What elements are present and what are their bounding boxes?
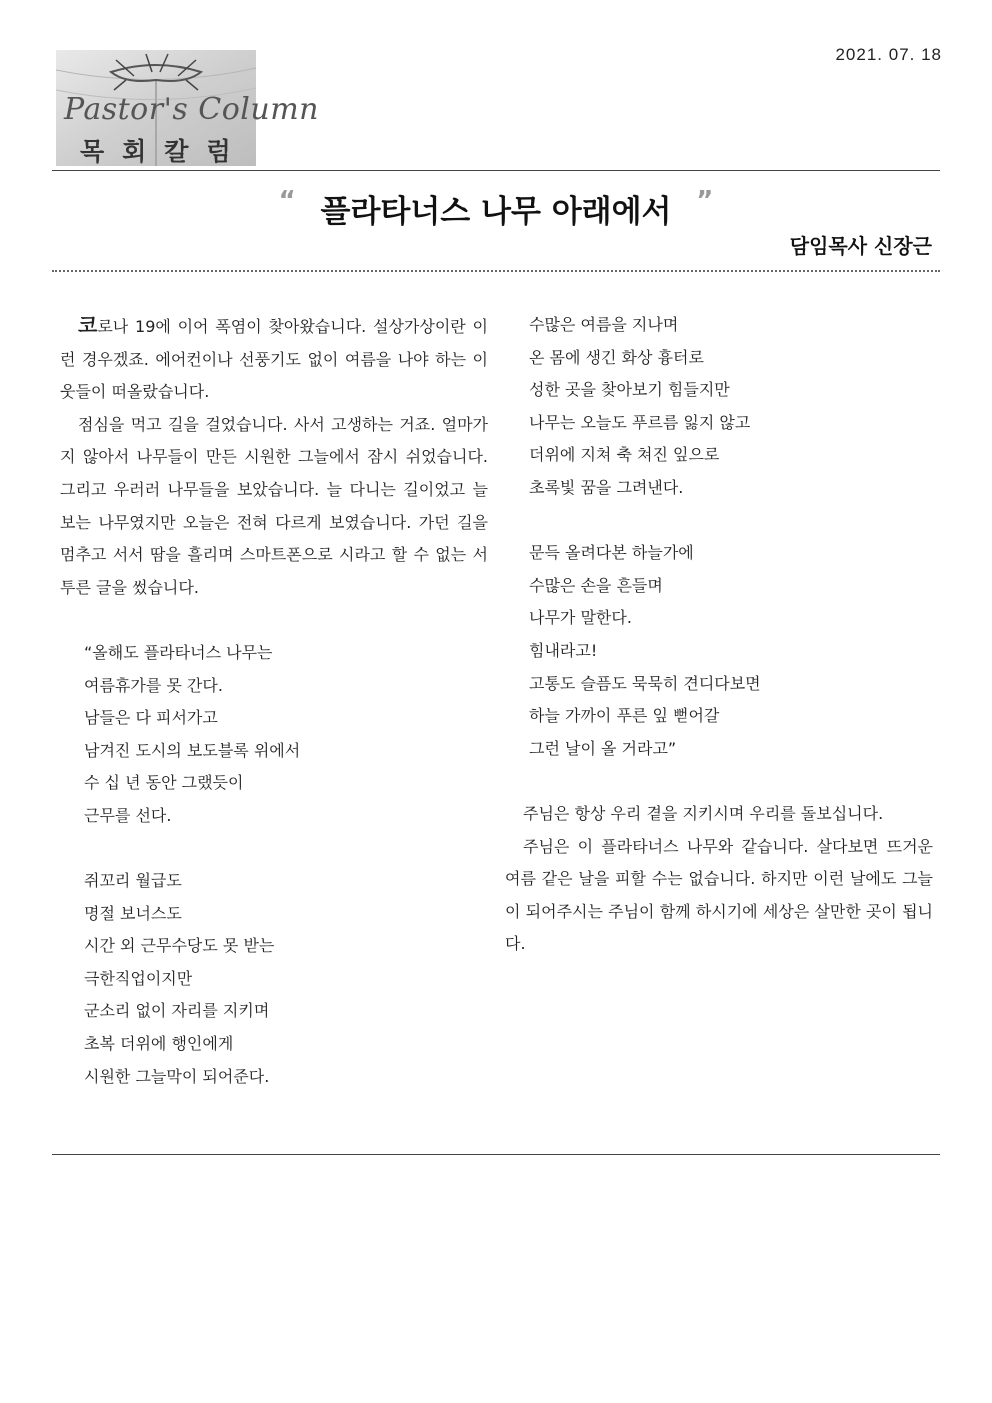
poem-line: 남들은 다 피서가고 <box>84 708 218 728</box>
poem-stanza-4 <box>505 537 933 765</box>
poem-line: 군소리 없이 자리를 지키며 <box>84 1001 270 1021</box>
poem-line: 문득 올려다본 하늘가에 <box>529 543 694 563</box>
logo-text-english: Pastor's Column <box>64 92 319 127</box>
title-open-quote: “ <box>278 186 296 216</box>
poem-line: 초복 더위에 행인에게 <box>84 1034 234 1054</box>
logo-text-korean: 목회칼럼 <box>80 137 249 166</box>
poem-stanza-3 <box>505 309 933 505</box>
paragraph-4: 주님은 이 플라타너스 나무와 같습니다. 살다보면 뜨거운 여름 같은 날을 피할 수는 없습니다. 하지만 이런 날에도 그늘이 되어주시는 주님이 함께 하시기에 세상은 살만한 곳이 됩니다. <box>505 836 933 954</box>
poem-line: 남겨진 도시의 보도블록 위에서 <box>84 740 301 760</box>
poem-line: 시원한 그늘막이 되어준다. <box>84 1066 270 1086</box>
poem-line: 성한 곳을 찾아보기 힘들지만 <box>529 380 730 400</box>
poem-line: “올해도 플라타너스 나무는 <box>84 642 273 662</box>
paragraph-1-text: 로나 19에 이어 폭염이 찾아왔습니다. 설상가상이란 이런 경우겠죠. 에어컨이나 선풍기도 없이 여름을 나야 하는 이웃들이 떠올랐습니다. <box>60 317 488 402</box>
paragraph-3: 주님은 항상 우리 곁을 지키시며 우리를 돌보십니다. <box>523 803 884 823</box>
poem-line: 근무를 선다. <box>84 805 172 825</box>
author-byline: 담임목사 신장근 <box>789 234 932 258</box>
top-divider <box>52 170 940 171</box>
left-column <box>60 309 488 1093</box>
poem-line: 힘내라고! <box>529 640 598 660</box>
dotted-divider <box>52 270 940 272</box>
column-title <box>0 186 992 231</box>
poem-stanza-2 <box>60 865 488 1093</box>
poem-line: 수많은 손을 흔들며 <box>529 575 663 595</box>
poem-line: 온 몸에 생긴 화상 흉터로 <box>529 347 704 367</box>
title-close-quote: ” <box>696 186 714 216</box>
poem-line: 극한직업이지만 <box>84 968 193 988</box>
poem-line: 수많은 여름을 지나며 <box>529 315 679 334</box>
poem-line: 시간 외 근무수당도 못 받는 <box>84 936 275 956</box>
poem-line: 고통도 슬픔도 묵묵히 견디다보면 <box>529 673 761 693</box>
poem-line: 명절 보너스도 <box>84 903 182 923</box>
poem-line: 더위에 지쳐 축 쳐진 잎으로 <box>529 445 720 465</box>
poem-stanza-1 <box>60 637 488 833</box>
column-date: 2021. 07. 18 <box>835 45 942 64</box>
right-column <box>505 309 933 961</box>
poem-line: 여름휴가를 못 간다. <box>84 675 223 695</box>
poem-line: 그런 날이 올 거라고” <box>529 738 677 758</box>
bottom-divider <box>52 1154 940 1155</box>
poem-line: 수 십 년 동안 그랬듯이 <box>84 773 244 793</box>
poem-line: 초록빛 꿈을 그려낸다. <box>529 477 684 497</box>
drop-cap: 코 <box>78 313 98 337</box>
paragraph-1 <box>60 309 488 409</box>
title-text: 플라타너스 나무 아래에서 <box>320 194 672 230</box>
poem-line: 나무는 오늘도 푸르름 잃지 않고 <box>529 412 751 432</box>
poem-line: 쥐꼬리 월급도 <box>84 871 182 891</box>
poem-line: 하늘 가까이 푸른 잎 뻗어갈 <box>529 706 720 726</box>
paragraph-2: 점심을 먹고 길을 걸었습니다. 사서 고생하는 거죠. 얼마가지 않아서 나무들이 만든 시원한 그늘에서 잠시 쉬었습니다. 그리고 우러러 나무들을 보았습니다. 늘 다니는 길이었고 늘 보는 나무였지만 오늘은 전혀 다르게 보였습니다. 가던 길을 멈추고 서서 땀을 흘리며 스마트폰으로 시라고 할 수 없는 서투른 글을 썼습니다. <box>60 414 488 597</box>
poem-line: 나무가 말한다. <box>529 608 632 628</box>
